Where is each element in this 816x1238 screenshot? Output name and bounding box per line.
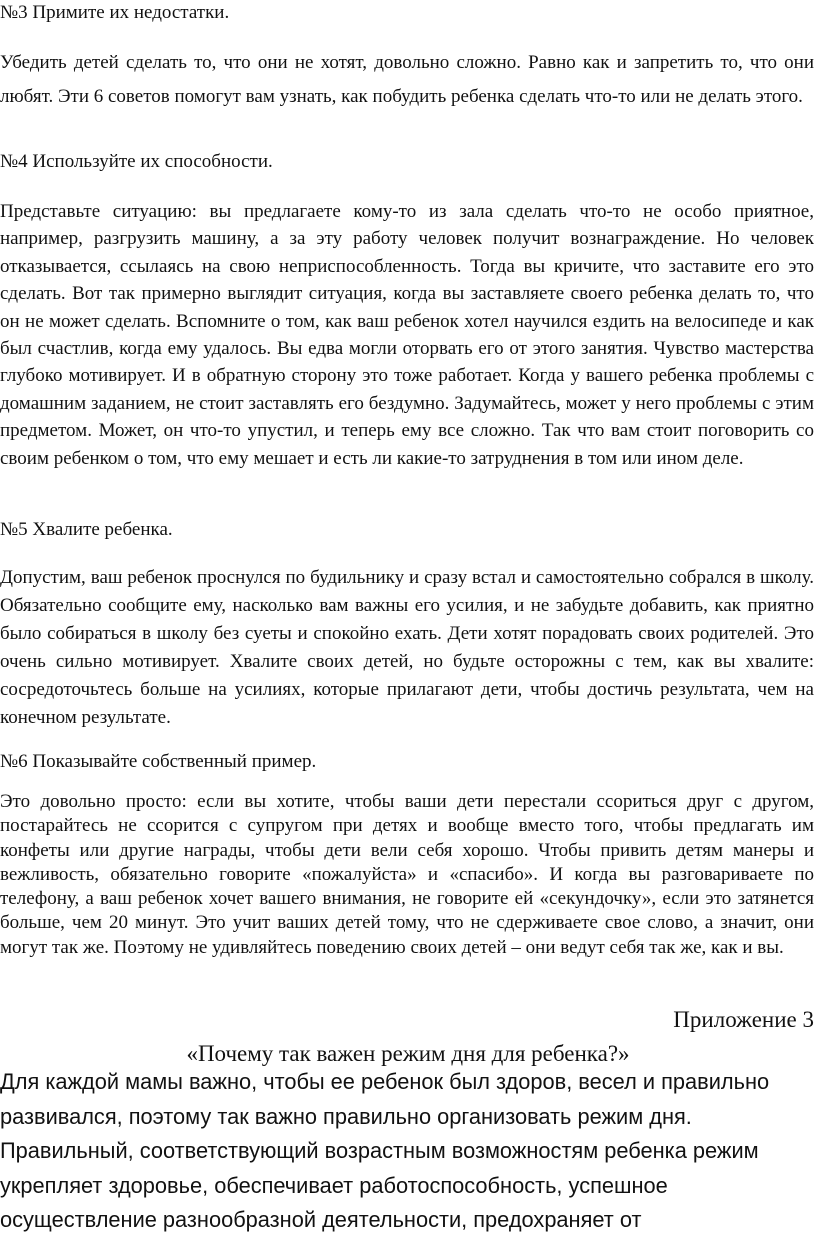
appendix-title: «Почему так важен режим дня для ребенка?» (186, 1041, 630, 1066)
section-3-heading: №3 Примите их недостатки. (0, 2, 230, 23)
appendix-label: Приложение 3 (673, 1007, 814, 1032)
section-6-heading: №6 Показывайте собственный пример. (0, 751, 317, 772)
section-4-body: Представьте ситуацию: вы предлагаете кому-то из зала сделать что-то не особо приятное, например, разгрузить машину, а за эту работу человек получит вознаграждение. Но человек отказывается, ссылаясь на свою неприспособленность. Тогда вы кричите, что заставите его это сделать. Вот так примерно выглядит ситуация, когда вы заставляете своего ребенка делать то, что он не может сделать. Вспомните о том, как ваш ребенок хотел научился ездить на велосипеде и как был счастлив, когда ему удалось. Вы едва могли оторвать его от этого занятия. Чувство мастерства глубоко мотивирует. И в обратную сторону это тоже работает. Когда у вашего ребенка проблемы с домашним заданием, не стоит заставлять его бездумно. Задумайтесь, может у него проблемы с этим предметом. Может, он что-то упустил, и теперь ему все сложно. Так что вам стоит поговорить со своим ребенком о том, что ему мешает и есть ли какие-то затруднения в том или ином деле. (0, 201, 814, 469)
section-4-heading: №4 Используйте их способности. (0, 151, 273, 172)
appendix-body: Для каждой мамы важно, чтобы ее ребенок был здоров, весел и правильно развивался, поэтому так важно правильно организовать режим дня. Правильный, соответствующий возрастным возможностям ребенка режим укрепляет здоровье, обеспечивает работоспособность, успешное осуществление разнообразной деятельности, предохраняет от (0, 1069, 770, 1232)
section-3-body: Убедить детей сделать то, что они не хотят, довольно сложно. Равно как и запретить то, что они любят. Эти 6 советов помогут вам узнать, как побудить ребенка сделать что-то или не делать этого. (0, 52, 814, 107)
section-5-body: Допустим, ваш ребенок проснулся по будильнику и сразу встал и самостоятельно собрался в школу. Обязательно сообщите ему, насколько вам важны его усилия, и не забудьте добавить, как приятно было собираться в школу без суеты и спокойно ехать. Дети хотят порадовать своих родителей. Это очень сильно мотивирует. Хвалите своих детей, но будьте осторожны с тем, как вы хвалите: сосредоточьтесь больше на усилиях, которые прилагают дети, чтобы достичь результата, чем на конечном результате. (0, 567, 814, 728)
section-5-heading: №5 Хвалите ребенка. (0, 519, 173, 540)
section-6-body: Это довольно просто: если вы хотите, чтобы ваши дети перестали ссориться друг с другом, постарайтесь не ссорится с супругом при детях и вообще вместо того, чтобы предлагать им конфеты или другие награды, чтобы дети вели себя хорошо. Чтобы привить детям манеры и вежливость, обязательно говорите «пожалуйста» и «спасибо». И когда вы разговариваете по телефону, а ваш ребенок хочет вашего внимания, не говорите ей «секундочку», если это затянется больше, чем 20 минут. Это учит ваших детей тому, что не сдерживаете свое слово, а значит, они могут так же. Поэтому не удивляйтесь поведению своих детей – они ведут себя так же, как и вы. (0, 791, 814, 958)
